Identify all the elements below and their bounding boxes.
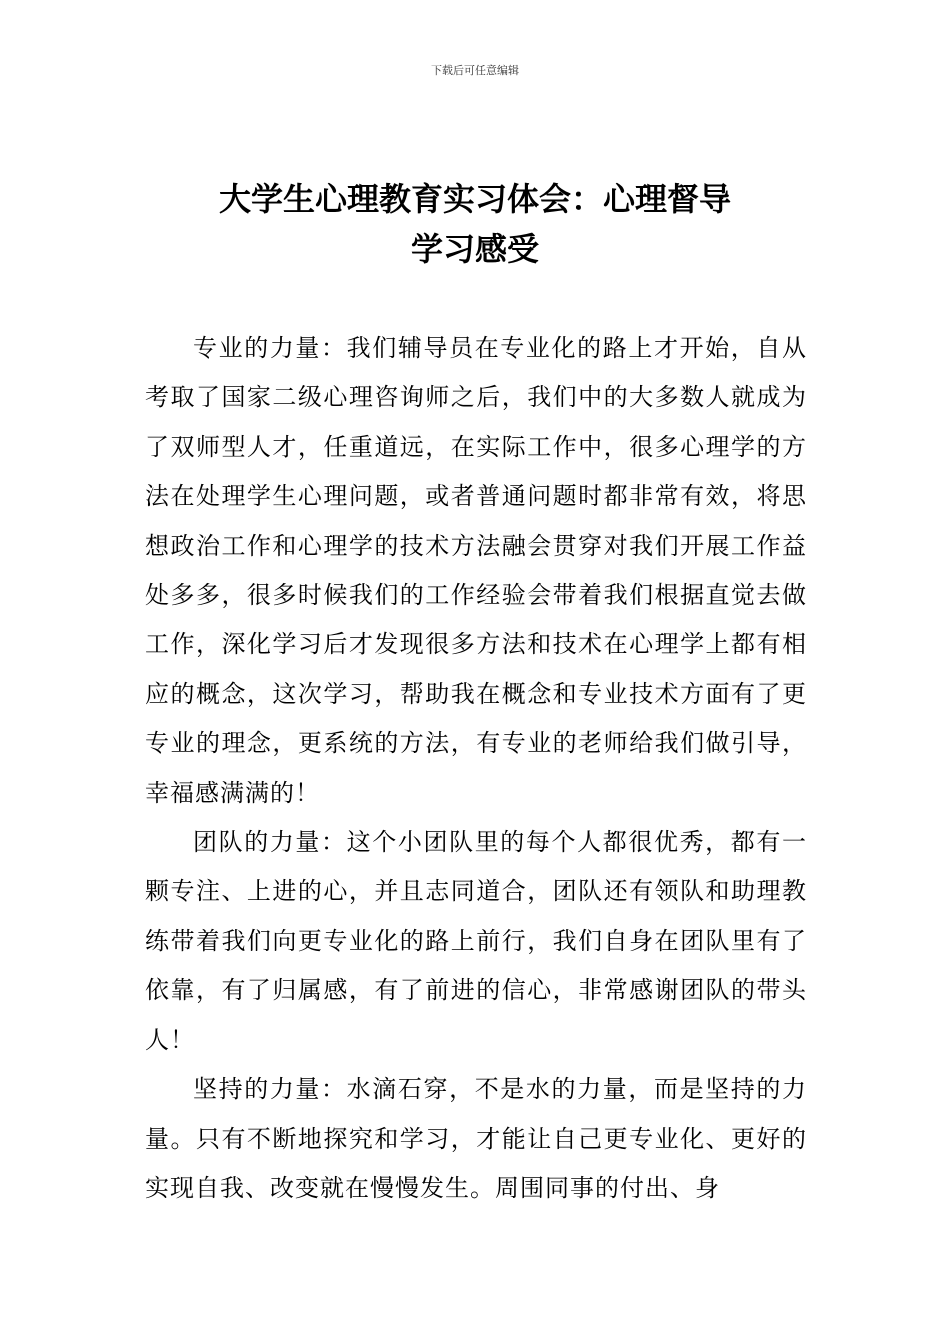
document-title — [140, 174, 810, 274]
paragraph-persistence: 坚持的力量：水滴石穿，不是水的力量，而是坚持的力量。只有不断地探究和学习，才能让自己更专业化、更好的实现自我、改变就在慢慢发生。周围同事的付出、身 — [145, 1075, 807, 1202]
title-line-2: 学习感受 — [410, 230, 539, 268]
paragraph-team: 团队的力量：这个小团队里的每个人都很优秀，都有一颗专注、上进的心，并且志同道合，团队还有领队和助理教练带着我们向更专业化的路上前行，我们自身在团队里有了依靠，有了归属感，有了前进的信心，非常感谢团队的带头人！ — [145, 828, 807, 1054]
document-body — [145, 324, 807, 1213]
paragraph-professional: 专业的力量：我们辅导员在专业化的路上才开始，自从考取了国家二级心理咨询师之后，我们中的大多数人就成为了双师型人才，任重道远，在实际工作中，很多心理学的方法在处理学生心理问题，或者普通问题时都非常有效，将思想政治工作和心理学的技术方法融会贯穿对我们开展工作益处多多，很多时候我们的工作经验会带着我们根据直觉去做工作，深化学习后才发现很多方法和技术在心理学上都有相应的概念，这次学习，帮助我在概念和专业技术方面有了更专业的理念，更系统的方法，有专业的老师给我们做引导，幸福感满满的！ — [145, 334, 807, 807]
title-line-1: 大学生心理教育实习体会：心理督导 — [218, 180, 731, 218]
header-note: 下载后可任意编辑 — [431, 64, 519, 77]
